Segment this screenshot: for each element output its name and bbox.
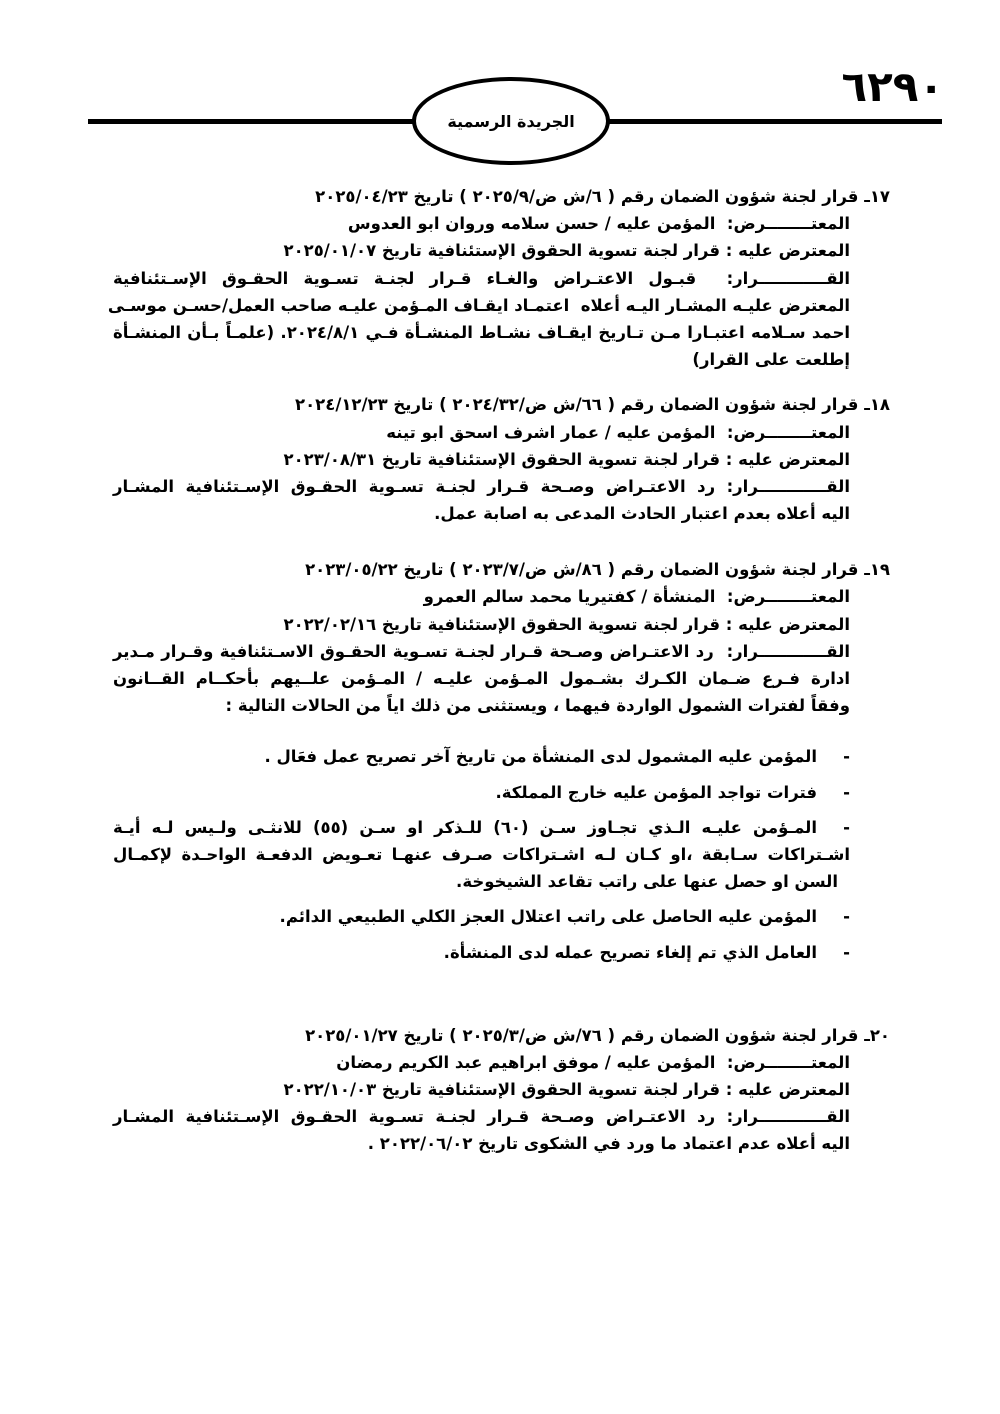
- exceptions-list: [113, 743, 850, 965]
- bullet-dash: -: [843, 942, 850, 962]
- decision-item-18: [113, 391, 890, 527]
- masthead-title: الجريدة الرسمية: [447, 111, 575, 131]
- objector-line: المعتــــــــرض: المؤمن عليه / عمار اشرف اسحق ابو تينه: [386, 422, 850, 442]
- page-content: [107, 183, 890, 1158]
- masthead-oval: [412, 77, 610, 165]
- decision-line: إطلعت على القرار): [692, 350, 850, 370]
- objected-line: المعترض عليه : قرار لجنة تسوية الحقوق الإستئنافية تاريخ ٢٠٢٢/١٠/٠٣: [283, 1080, 850, 1100]
- decision-line: القــــــــــــرار: رد الاعتـراض وصـحة قـرار لجنـة تسـوية الحقـوق الاسـتئنافية وقـرار مـدير: [113, 641, 850, 661]
- decision-line: اليه أعلاه بعدم اعتبار الحادث المدعى به اصابة عمل.: [434, 504, 850, 524]
- bullet-text: المؤمن عليه الحاصل على راتب اعتلال العجز الكلي الطبيعي الدائم.: [279, 907, 817, 927]
- bullet-line: [113, 903, 850, 930]
- bullet-line: [113, 743, 850, 770]
- decision-line: القــــــــــــرار: قبـول الاعتـراض والغـاء قـرار لجنـة تسـوية الحقـوق الإسـتئنافية: [113, 268, 850, 288]
- decision-line: المعترض عليـه المشـار اليـه أعلاه اعتمـاد ايقـاف المـؤمن عليـه صاحب العمل/حسـن موسـى: [107, 295, 850, 315]
- objector-line: المعتــــــــرض: المؤمن عليه / موفق ابراهيم عبد الكريم رمضان: [336, 1052, 850, 1072]
- decision-item-17: [107, 183, 890, 373]
- decision-header-line: ١٨ـ قرار لجنة شؤون الضمان رقم ( ٦٦/ش ض/٢٠٢٤/٣٢ ) تاريخ ٢٠٢٤/١٢/٢٣: [295, 395, 890, 415]
- bullet-dash: -: [843, 782, 850, 802]
- decision-line: القــــــــــــرار: رد الاعتـراض وصـحة قـرار لجنـة تسـوية الحقـوق الإسـتئنافية المشـار: [113, 476, 850, 496]
- decision-line: اليه أعلاه عدم اعتماد ما ورد في الشكوى تاريخ ٢٠٢٢/٠٦/٠٢ .: [367, 1134, 850, 1154]
- decision-item-19: [113, 556, 890, 965]
- bullet-text: المؤمن عليه المشمول لدى المنشأة من تاريخ آخر تصريح عمل فعَال .: [264, 747, 817, 767]
- decision-line: وفقاً لفترات الشمول الواردة فيهما ، ويستثنى من ذلك اياً من الحالات التالية :: [225, 696, 850, 716]
- list-item: [113, 939, 850, 966]
- decision-header-line: ٢٠ـ قرار لجنة شؤون الضمان رقم ( ٧٦/ش ض/٢٠٢٥/٣ ) تاريخ ٢٠٢٥/٠١/٢٧: [305, 1025, 890, 1045]
- bullet-text: فترات تواجد المؤمن عليه خارج المملكة.: [495, 782, 817, 802]
- decision-header-line: ١٩ـ قرار لجنة شؤون الضمان رقم ( ٨٦/ش ض/٢٠٢٣/٧ ) تاريخ ٢٠٢٣/٠٥/٢٢: [305, 560, 890, 580]
- list-item: [113, 779, 850, 806]
- objected-line: المعترض عليه : قرار لجنة تسوية الحقوق الإستئنافية تاريخ ٢٠٢٥/٠١/٠٧: [283, 241, 850, 261]
- bullet-line: [113, 779, 850, 806]
- objector-line: المعتــــــــرض: المنشأة / كفتيريا محمد سالم العمرو: [423, 587, 850, 607]
- bullet-line: [113, 939, 850, 966]
- decision-header-line: ١٧ـ قرار لجنة شؤون الضمان رقم ( ٦/ش ض/٢٠٢٥/٩ ) تاريخ ٢٠٢٥/٠٤/٢٣: [315, 187, 890, 206]
- bullet-line: السن او حصل عنها على راتب تقاعد الشيخوخة.: [456, 872, 838, 892]
- objected-line: المعترض عليه : قرار لجنة تسوية الحقوق الإستئنافية تاريخ ٢٠٢٣/٠٨/٣١: [283, 449, 850, 469]
- decision-item-20: [113, 1022, 890, 1158]
- page-number: ٦٢٩٠: [841, 62, 944, 111]
- decision-line: القــــــــــــرار: رد الاعتـراض وصـحة قـرار لجنـة تسـوية الحقـوق الإسـتئنافية المشـار: [113, 1107, 850, 1127]
- decision-line: ادارة فـرع ضـمان الكـرك بشـمول المـؤمن عليـه / المـؤمن علــيهم بأحكــام القــانون: [113, 669, 850, 688]
- list-item: [113, 814, 850, 896]
- bullet-line: [113, 814, 850, 841]
- list-item: [113, 903, 850, 930]
- bullet-text: العامل الذي تم إلغاء تصريح عمله لدى المنشأة.: [443, 942, 817, 962]
- bullet-text: المـؤمن عليـه الـذي تجـاوز سـن (٦٠) للـذكر او سـن (٥٥) للانثـى ولـيس لـه أيـة: [113, 817, 817, 837]
- decision-line: احمد سـلامه اعتبـارا مـن تـاريخ ايقـاف نشـاط المنشـأة فـي ٢٠٢٤/٨/١. (علمـاً بـأن المنشـأة: [113, 322, 850, 342]
- bullet-dash: -: [843, 747, 850, 767]
- bullet-line: اشـتراكات سـابقة ،او كـان لـه اشـتراكات صـرف عنهـا تعـويض الدفعـة الواحـدة لإكمـال: [113, 844, 850, 864]
- bullet-dash: -: [843, 817, 850, 837]
- objected-line: المعترض عليه : قرار لجنة تسوية الحقوق الإستئنافية تاريخ ٢٠٢٢/٠٢/١٦: [283, 614, 850, 634]
- list-item: [113, 743, 850, 770]
- objector-line: المعتــــــــرض: المؤمن عليه / حسن سلامه وروان ابو العدوس: [347, 214, 850, 234]
- bullet-dash: -: [843, 907, 850, 927]
